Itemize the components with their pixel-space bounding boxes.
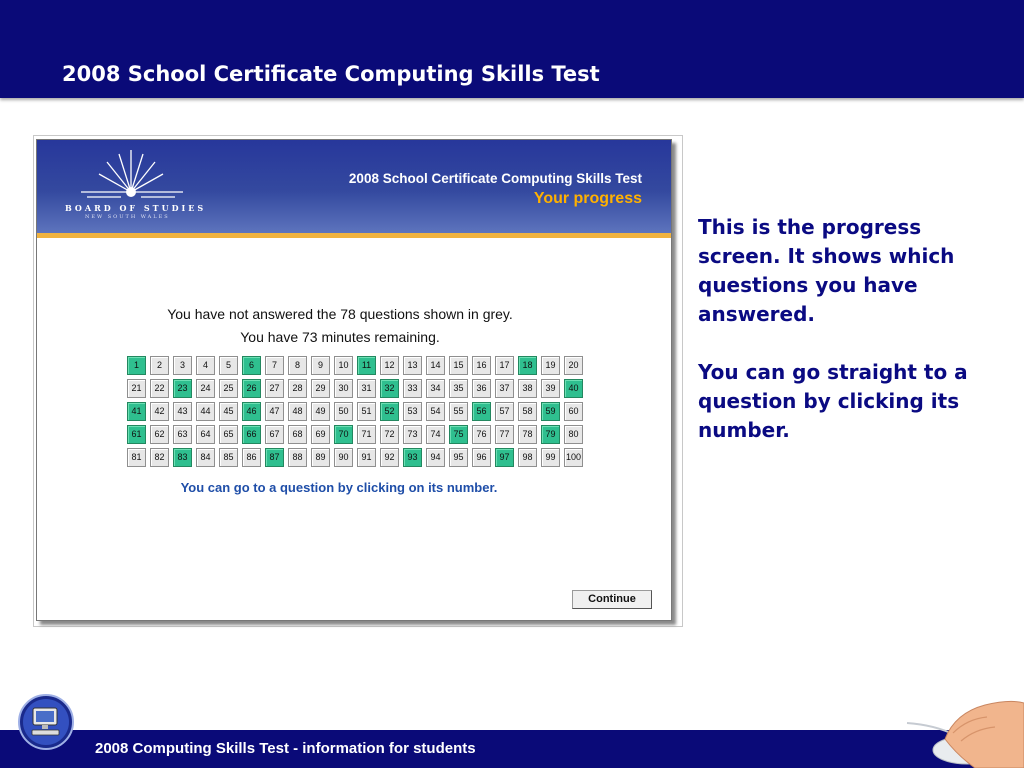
question-button-86[interactable]: 86	[242, 448, 261, 467]
question-button-14[interactable]: 14	[426, 356, 445, 375]
question-button-89[interactable]: 89	[311, 448, 330, 467]
footer-text: 2008 Computing Skills Test - information for students	[95, 740, 476, 757]
continue-button[interactable]: Continue	[572, 590, 652, 609]
question-button-40[interactable]: 40	[564, 379, 583, 398]
question-button-49[interactable]: 49	[311, 402, 330, 421]
progress-screen	[36, 139, 672, 621]
question-button-19[interactable]: 19	[541, 356, 560, 375]
question-button-16[interactable]: 16	[472, 356, 491, 375]
question-button-70[interactable]: 70	[334, 425, 353, 444]
question-button-76[interactable]: 76	[472, 425, 491, 444]
question-button-68[interactable]: 68	[288, 425, 307, 444]
question-button-57[interactable]: 57	[495, 402, 514, 421]
question-button-28[interactable]: 28	[288, 379, 307, 398]
question-button-24[interactable]: 24	[196, 379, 215, 398]
question-button-83[interactable]: 83	[173, 448, 192, 467]
question-button-93[interactable]: 93	[403, 448, 422, 467]
question-button-51[interactable]: 51	[357, 402, 376, 421]
question-button-13[interactable]: 13	[403, 356, 422, 375]
question-button-63[interactable]: 63	[173, 425, 192, 444]
question-button-92[interactable]: 92	[380, 448, 399, 467]
question-button-69[interactable]: 69	[311, 425, 330, 444]
question-button-29[interactable]: 29	[311, 379, 330, 398]
question-button-54[interactable]: 54	[426, 402, 445, 421]
computer-icon	[18, 694, 74, 750]
question-button-59[interactable]: 59	[541, 402, 560, 421]
question-button-7[interactable]: 7	[265, 356, 284, 375]
question-button-33[interactable]: 33	[403, 379, 422, 398]
question-button-87[interactable]: 87	[265, 448, 284, 467]
logo-subtext: NEW SOUTH WALES	[85, 214, 170, 220]
question-button-2[interactable]: 2	[150, 356, 169, 375]
unanswered-status: You have not answered the 78 questions shown in grey.	[167, 306, 513, 322]
screenshot-frame	[33, 135, 683, 627]
question-button-55[interactable]: 55	[449, 402, 468, 421]
question-button-90[interactable]: 90	[334, 448, 353, 467]
explanation-text	[698, 213, 998, 474]
question-button-5[interactable]: 5	[219, 356, 238, 375]
question-button-56[interactable]: 56	[472, 402, 491, 421]
question-button-67[interactable]: 67	[265, 425, 284, 444]
question-button-30[interactable]: 30	[334, 379, 353, 398]
question-button-6[interactable]: 6	[242, 356, 261, 375]
question-button-62[interactable]: 62	[150, 425, 169, 444]
question-button-96[interactable]: 96	[472, 448, 491, 467]
question-button-61[interactable]: 61	[127, 425, 146, 444]
explanation-para-1: This is the progress screen. It shows which questions you have answered.	[698, 215, 955, 326]
question-button-60[interactable]: 60	[564, 402, 583, 421]
question-button-75[interactable]: 75	[449, 425, 468, 444]
question-button-99[interactable]: 99	[541, 448, 560, 467]
question-button-82[interactable]: 82	[150, 448, 169, 467]
question-button-26[interactable]: 26	[242, 379, 261, 398]
question-button-95[interactable]: 95	[449, 448, 468, 467]
question-button-9[interactable]: 9	[311, 356, 330, 375]
question-button-81[interactable]: 81	[127, 448, 146, 467]
question-button-91[interactable]: 91	[357, 448, 376, 467]
question-button-34[interactable]: 34	[426, 379, 445, 398]
question-button-37[interactable]: 37	[495, 379, 514, 398]
question-button-50[interactable]: 50	[334, 402, 353, 421]
question-button-77[interactable]: 77	[495, 425, 514, 444]
question-button-48[interactable]: 48	[288, 402, 307, 421]
question-button-72[interactable]: 72	[380, 425, 399, 444]
question-button-42[interactable]: 42	[150, 402, 169, 421]
explanation-para-2: You can go straight to a question by clicking its number.	[698, 360, 968, 442]
question-button-31[interactable]: 31	[357, 379, 376, 398]
question-button-15[interactable]: 15	[449, 356, 468, 375]
question-button-27[interactable]: 27	[265, 379, 284, 398]
question-button-78[interactable]: 78	[518, 425, 537, 444]
question-button-98[interactable]: 98	[518, 448, 537, 467]
screen-banner	[37, 140, 671, 233]
question-button-80[interactable]: 80	[564, 425, 583, 444]
question-button-11[interactable]: 11	[357, 356, 376, 375]
question-button-100[interactable]: 100	[564, 448, 583, 467]
logo-text: BOARD OF STUDIES	[65, 203, 207, 213]
question-button-71[interactable]: 71	[357, 425, 376, 444]
banner-subtitle: Your progress	[533, 190, 642, 207]
question-button-43[interactable]: 43	[173, 402, 192, 421]
question-button-36[interactable]: 36	[472, 379, 491, 398]
question-button-79[interactable]: 79	[541, 425, 560, 444]
question-button-94[interactable]: 94	[426, 448, 445, 467]
banner-title: 2008 School Certificate Computing Skills Test	[348, 171, 642, 186]
question-button-84[interactable]: 84	[196, 448, 215, 467]
question-button-20[interactable]: 20	[564, 356, 583, 375]
question-button-21[interactable]: 21	[127, 379, 146, 398]
time-remaining: You have 73 minutes remaining.	[240, 329, 440, 345]
question-button-46[interactable]: 46	[242, 402, 261, 421]
question-button-58[interactable]: 58	[518, 402, 537, 421]
question-button-74[interactable]: 74	[426, 425, 445, 444]
question-button-17[interactable]: 17	[495, 356, 514, 375]
question-button-18[interactable]: 18	[518, 356, 537, 375]
question-button-85[interactable]: 85	[219, 448, 238, 467]
hand-on-mouse-icon	[905, 695, 1024, 768]
question-button-35[interactable]: 35	[449, 379, 468, 398]
question-button-3[interactable]: 3	[173, 356, 192, 375]
question-button-53[interactable]: 53	[403, 402, 422, 421]
question-button-45[interactable]: 45	[219, 402, 238, 421]
navigation-hint	[37, 480, 671, 495]
question-button-44[interactable]: 44	[196, 402, 215, 421]
question-button-73[interactable]: 73	[403, 425, 422, 444]
question-button-8[interactable]: 8	[288, 356, 307, 375]
slide-header	[0, 0, 1024, 98]
question-button-1[interactable]: 1	[127, 356, 146, 375]
navigation-hint-text: You can go to a question by clicking on its number.	[180, 480, 498, 495]
question-button-52[interactable]: 52	[380, 402, 399, 421]
question-button-22[interactable]: 22	[150, 379, 169, 398]
slide-footer	[0, 730, 1024, 768]
question-button-12[interactable]: 12	[380, 356, 399, 375]
question-button-47[interactable]: 47	[265, 402, 284, 421]
question-button-88[interactable]: 88	[288, 448, 307, 467]
question-grid	[127, 356, 583, 467]
question-button-41[interactable]: 41	[127, 402, 146, 421]
question-button-23[interactable]: 23	[173, 379, 192, 398]
question-button-97[interactable]: 97	[495, 448, 514, 467]
banner-divider	[37, 233, 671, 238]
question-button-39[interactable]: 39	[541, 379, 560, 398]
question-button-38[interactable]: 38	[518, 379, 537, 398]
question-button-32[interactable]: 32	[380, 379, 399, 398]
question-button-25[interactable]: 25	[219, 379, 238, 398]
slide-title: 2008 School Certificate Computing Skills Test	[62, 62, 600, 86]
question-button-66[interactable]: 66	[242, 425, 261, 444]
question-button-10[interactable]: 10	[334, 356, 353, 375]
question-button-4[interactable]: 4	[196, 356, 215, 375]
question-button-65[interactable]: 65	[219, 425, 238, 444]
question-button-64[interactable]: 64	[196, 425, 215, 444]
